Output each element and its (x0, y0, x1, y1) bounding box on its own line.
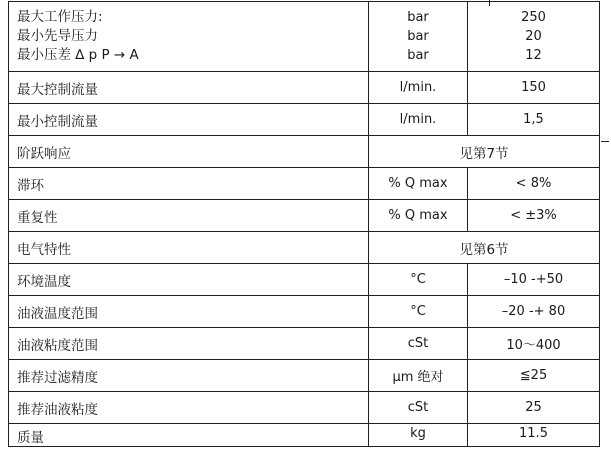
unit-label: bar (407, 29, 429, 44)
parameter-label: 质量 (9, 424, 369, 447)
table-row (9, 136, 600, 168)
unit-label: l/min. (369, 72, 468, 104)
unit-label: bar (407, 48, 429, 63)
value-label: 1,5 (468, 104, 600, 136)
unit-label: cSt (369, 392, 468, 424)
unit-label: µm 绝对 (369, 360, 468, 392)
table-edge-tick-right (601, 141, 609, 142)
value-label: 25 (468, 392, 600, 424)
table-row (9, 328, 600, 360)
parameter-label: 最小控制流量 (9, 104, 369, 136)
parameter-label: 油液温度范围 (9, 296, 369, 328)
table-row (9, 2, 600, 72)
table-row (9, 104, 600, 136)
parameter-label: 最大工作压力: (17, 9, 103, 25)
table-row (9, 360, 600, 392)
value-label: 11.5 (468, 424, 600, 447)
value-label: < ±3% (468, 200, 600, 232)
table-row (9, 200, 600, 232)
value-label: ≦25 (468, 360, 600, 392)
value-label: 150 (468, 72, 600, 104)
table-row (9, 232, 600, 264)
unit-label: °C (369, 264, 468, 296)
unit-cell (369, 2, 468, 72)
unit-label: kg (369, 424, 468, 447)
table-row (9, 392, 600, 424)
value-label: 10～400 (468, 328, 600, 360)
value-label: < 8% (468, 168, 600, 200)
parameter-label: 重复性 (9, 200, 369, 232)
merged-value-label: 见第6节 (369, 232, 600, 264)
specification-table (8, 1, 600, 447)
parameter-label: 最大控制流量 (9, 72, 369, 104)
unit-label: % Q max (369, 200, 468, 232)
unit-label: l/min. (369, 104, 468, 136)
table-row (9, 424, 600, 447)
parameter-label: 油液粘度范围 (9, 328, 369, 360)
parameter-label: 滞环 (9, 168, 369, 200)
parameter-label: 推荐过滤精度 (9, 360, 369, 392)
value-label: –20 -+ 80 (468, 296, 600, 328)
table-row (9, 296, 600, 328)
value-label: 12 (525, 48, 542, 63)
unit-label: °C (369, 296, 468, 328)
parameter-label: 电气特性 (9, 232, 369, 264)
unit-label: bar (407, 10, 429, 25)
parameter-label: 阶跃响应 (9, 136, 369, 168)
merged-value-label: 见第7节 (369, 136, 600, 168)
parameter-label: 最小先导压力 (17, 28, 98, 44)
unit-label: % Q max (369, 168, 468, 200)
value-cell (468, 2, 600, 72)
table-row (9, 264, 600, 296)
parameter-label: 最小压差 ∆ p P → A (17, 47, 139, 63)
parameter-label: 推荐油液粘度 (9, 392, 369, 424)
value-label: –10 -+50 (468, 264, 600, 296)
table-row (9, 72, 600, 104)
table-row (9, 168, 600, 200)
parameter-cell (9, 2, 369, 72)
value-label: 20 (525, 29, 542, 44)
parameter-label: 环境温度 (9, 264, 369, 296)
value-label: 250 (521, 10, 546, 25)
unit-label: cSt (369, 328, 468, 360)
